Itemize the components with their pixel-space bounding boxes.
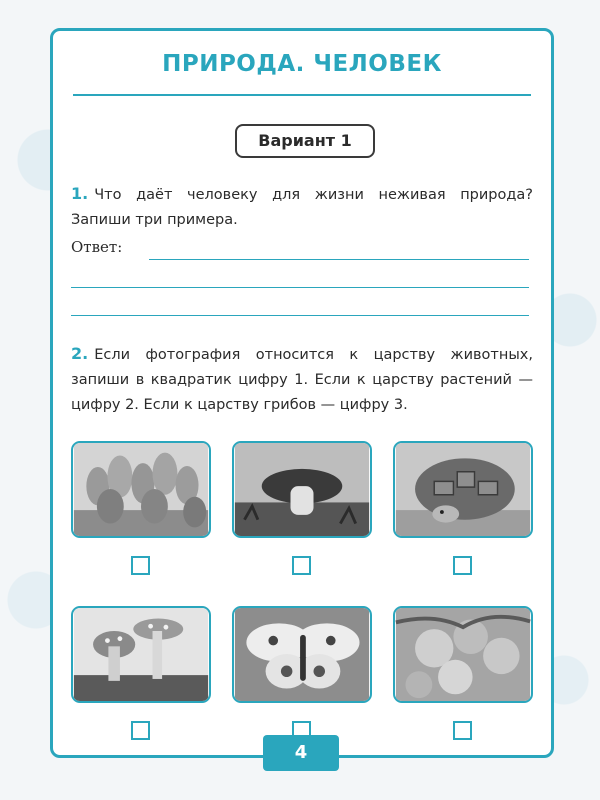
question-2-number: 2. bbox=[71, 344, 89, 363]
page-title: ПРИРОДА. ЧЕЛОВЕК bbox=[162, 51, 442, 77]
variant-badge: Вариант 1 bbox=[235, 124, 375, 158]
fly-agaric-image bbox=[73, 608, 209, 701]
answer-box-3[interactable] bbox=[453, 556, 472, 575]
cactus-image bbox=[73, 443, 209, 536]
title-divider bbox=[73, 94, 531, 96]
question-2-text: Если фотография относится к царству животных, запиши в квадратик цифру 1. Если к царству растений — цифру 2. Если к царству грибов — цифру 3. bbox=[71, 347, 533, 413]
page-number: 4 bbox=[263, 735, 339, 771]
question-2 bbox=[71, 341, 533, 418]
answer-box-1[interactable] bbox=[131, 556, 150, 575]
answer-box-6[interactable] bbox=[453, 721, 472, 740]
answer-line-2[interactable] bbox=[71, 287, 529, 288]
photo-fly-agaric bbox=[71, 606, 211, 703]
butterfly-image bbox=[234, 608, 370, 701]
apples-image bbox=[395, 608, 531, 701]
photo-tortoise bbox=[393, 441, 533, 538]
mushroom-image bbox=[234, 443, 370, 536]
tortoise-image bbox=[395, 443, 531, 536]
photo-mushroom bbox=[232, 441, 372, 538]
answer-line-3[interactable] bbox=[71, 315, 529, 316]
photo-apples bbox=[393, 606, 533, 703]
photo-cactus bbox=[71, 441, 211, 538]
photo-butterfly bbox=[232, 606, 372, 703]
question-1-number: 1. bbox=[71, 184, 89, 203]
worksheet-frame bbox=[50, 28, 554, 758]
question-1 bbox=[71, 181, 533, 233]
answer-line-1[interactable] bbox=[149, 259, 529, 260]
question-1-text: Что даёт человеку для жизни неживая природа? Запиши три примера. bbox=[71, 187, 533, 228]
answer-label: Ответ: bbox=[71, 238, 123, 256]
answer-box-4[interactable] bbox=[131, 721, 150, 740]
answer-box-2[interactable] bbox=[292, 556, 311, 575]
